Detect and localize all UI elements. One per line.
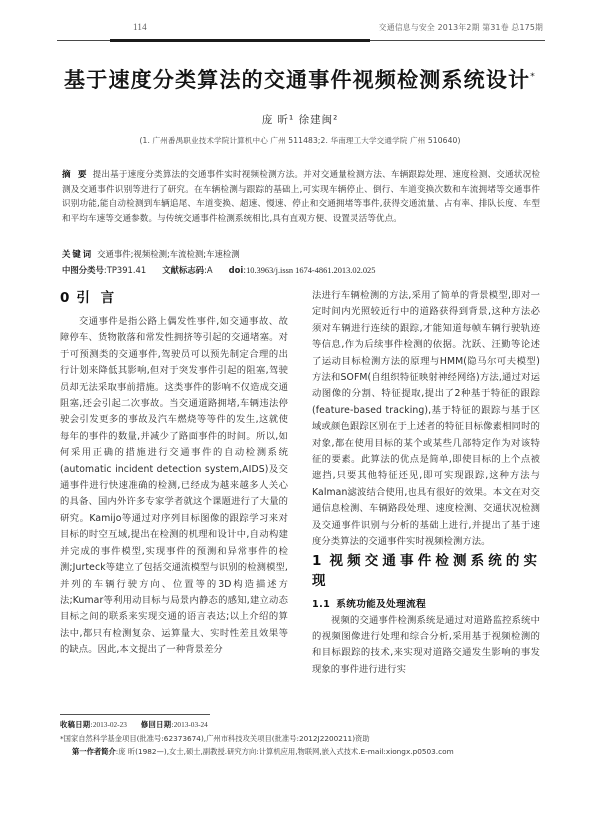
body-paragraph: 视频的交通事件检测系统是通过对道路监控系统中的视频图像进行处理和综合分析,采用基于视频检测的和目标跟踪的技术,来实现对道路交通发生影响的事发现象的事件进行进行实 (312, 614, 540, 675)
abstract-block (62, 168, 540, 227)
section-number: 0 (60, 290, 70, 306)
footnote-funding: *国家自然科学基金项目(批准号:62373674),广州市科技攻关项目(批准号:2012J2200211)资助 (60, 733, 370, 743)
subsection-number: 1.1 (312, 598, 331, 610)
footnote-dates: 收稿日期:2013-02-23 修回日期:2013-03-24 (60, 720, 208, 729)
subsection-title: 系统功能及处理流程 (336, 598, 427, 610)
affiliation-line: (1. 广州番禺职业技术学院计算机中心 广州 511483;2. 华南理工大学交通学院 广州 510640) (139, 136, 461, 145)
body-paragraph: 交通事件是指公路上偶发性事件,如交通事故、故障停车、货物散落和常发性拥挤等引起的交通堵塞。对于可预测类的交通事件,驾驶员可以预先制定合理的出行计划来降低其影响,但对于突发事件引起的阻塞,驾驶员却无法采取事前措施。这类事件的影响不仅造成交通阻塞,还会引起二次事故。当交通道路拥堵,车辆违法停驶会引发更多的事故及汽车燃烧等等件的发生,这就使每年的事件的数量,并减少了路面事件的时间。所以,如何采用正确的措施进行交通事件的自动检测系统(automatic incident detection system,AIDS)及交通事件进行快速准确的检测,已经成为越来越多人关心的具备、国内外许多专家学者就这个课题进行了大量的研究。Kamijo等通过对序列目标图像的跟踪学习来对目标的时空互域,提出在检测的机理和设计中,自动构建并完成的事件模型,实现事件的预测和异常事件的检测;Jurteck等建立了包括交通流模型与识别的检测模型,并列的车辆行驶方向、位置等的3D构造描述方法;Kumar等利用动目标与局景内静态的感知,建立动态目标之间的联系来实现交通的语言表达;以上介绍的算法中,都只有检测复杂、运算量大、实时性差且效果等的缺点。因此,本文提出了一种背景差分 (60, 316, 288, 656)
clc-value: TP391.41 (106, 265, 147, 275)
column-right (312, 288, 540, 678)
doi-label: doi (228, 265, 244, 275)
abstract-label: 摘 要 (62, 170, 89, 180)
section-number: 1 (312, 552, 322, 569)
body-paragraph-continuation: 法进行车辆检测的方法,采用了简单的背景模型,即对一定时间内光照较近行中的道路获得到背景,这种方法必须对车辆进行连续的跟踪,才能知道每帧车辆行驶轨迹等信息,作为后续事件检测的依据。沈跃、汪勤等论述了运动目标检测方法的原理与HMM(隐马尔可夫模型)方法和SOFM(自组织特征映射神经网络)方法,通过对运动图像的分割、特征提取,提出了2种基于特征的跟踪(feature-based tracking),基于特征的跟踪与基于区域或颜色跟踪区别在于上述者的特征目标像素相同时的对象,都在使用目标的某个或某些几部特定作为对该特征的要素。此算法的优点是简单,即使目标的上个点被遮挡,只要其他特征还见,即可实现跟踪,这种方法与Kalman滤波结合使用,也具有很好的效果。本文在对交通信息检测、车辆路段处理、速度检测、交通状况检测及交通事件识别与分析的基础上进行,并提出了基于速度分类算法的交通事件实时视频检测方法。 (312, 290, 540, 548)
keywords-line (62, 248, 540, 260)
received-label: 收稿日期 (60, 720, 91, 729)
title-text: 基于速度分类算法的交通事件视频检测系统设计 (64, 68, 531, 92)
footnote-block (60, 719, 540, 760)
subsection-heading-1-1 (312, 597, 540, 613)
section-title: 引 言 (76, 290, 118, 306)
revised-label: 修回日期 (140, 720, 172, 729)
keywords-text: 交通事件;视频检测;车流检测;车速检测 (97, 249, 240, 259)
footnote-author-bio: 第一作者简介:庞 昕(1982—),女士,硕士,副教授.研究方向:计算机应用,物联网,嵌入式技术.E-mail:xiongx.p0503.com (72, 747, 454, 757)
header-rule-accent (110, 39, 370, 41)
section-title: 视频交通事件检测系统的实现 (312, 552, 540, 589)
running-head (55, 22, 545, 38)
doc-code-value: A (206, 265, 213, 275)
revised-value: 2013-03-24 (173, 720, 208, 729)
column-left (60, 288, 288, 659)
clc-label: 中图分类号 (62, 265, 104, 275)
journal-info: 交通信息与安全 2013年2期 第31卷 总175期 (378, 23, 544, 32)
doc-code-label: 文献标志码 (162, 265, 205, 275)
page-title (0, 64, 600, 94)
keywords-label: 关键词 (62, 249, 94, 259)
title-footnote-mark: * (530, 72, 536, 82)
abstract-text: 提出基于速度分类算法的交通事件实时视频检测方法。并对交通量检测方法、车辆跟踪处理、速度检测、交通状况检测及交通事件识别等进行了研究。在车辆检测与跟踪的基础上,可实现车辆停止、倒行、车道变换次数和车流拥堵等交通事件识别功能,能自动检测到车辆追尾、车道变换、超速、慢速、停止和交通拥堵等事件,获得交通流量、占有率、排队长度、车型和平均车速等交通参数。与传统交通事件检测系统相比,具有直观方便、设置灵活等优点。 (62, 170, 540, 224)
received-value: 2013-02-23 (92, 720, 127, 729)
bio-text: 庞 昕(1982—),女士,硕士,副教授.研究方向:计算机应用,物联网,嵌入式技术.E-mail:xiongx.p0503.com (118, 747, 454, 757)
doi-value: 10.3963/j.issn 1674-4861.2013.02.025 (246, 266, 376, 275)
classification-line: 中图分类号:TP391.41 文献标志码:A doi:10.3963/j.issn 1674-4861.2013.02.025 (62, 265, 376, 275)
section-heading-1 (312, 551, 540, 591)
page-folio: 114 (133, 22, 147, 32)
section-heading-intro (60, 288, 288, 308)
author-line: 庞 昕¹ 徐建闽² (261, 114, 339, 126)
footnote-rule (60, 714, 210, 715)
bio-label: 第一作者简介 (72, 747, 116, 757)
abstract-paragraph (62, 168, 540, 226)
